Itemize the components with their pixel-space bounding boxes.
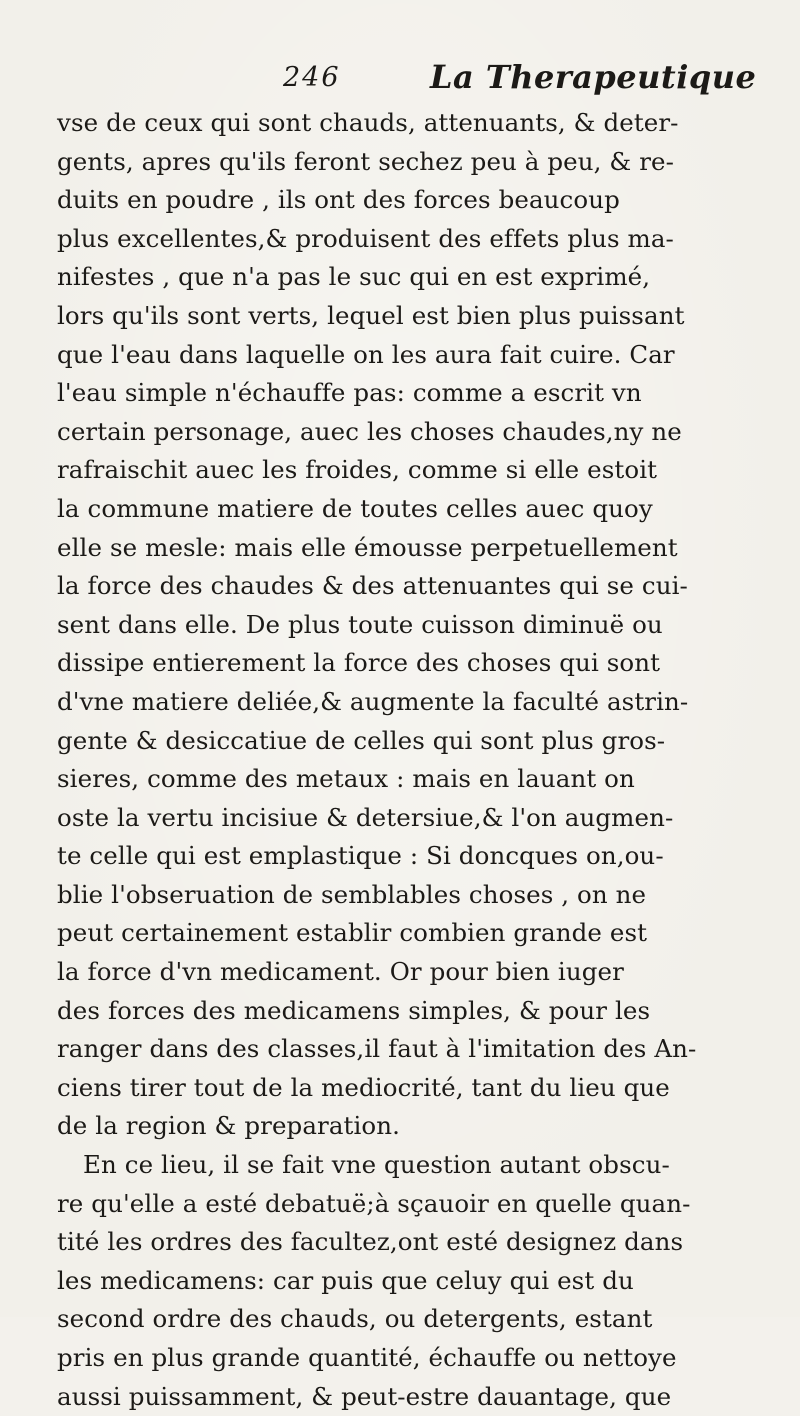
text-line: la force d'vn medicament. Or pour bien iuger <box>57 957 624 987</box>
text-line: lors qu'ils sont verts, lequel est bien plus puissant <box>57 300 685 330</box>
text-line: pris en plus grande quantité, échauffe ou nettoye <box>57 1343 677 1372</box>
text-line: oste la vertu incisiue & detersiue,& l'on augmen- <box>57 802 674 832</box>
text-line: gents, apres qu'ils feront sechez peu à peu, & re- <box>57 146 675 176</box>
text-line: sent dans elle. De plus toute cuisson diminuë ou <box>57 609 663 639</box>
text-line: les medicamens: car puis que celuy qui est du <box>57 1265 634 1295</box>
text-line: de la region & preparation. <box>57 1111 401 1141</box>
text-line: elle se mesle: mais elle émousse perpetuellement <box>57 532 678 562</box>
running-head <box>0 58 800 102</box>
text-line: nifestes , que n'a pas le suc qui en est exprimé, <box>57 262 651 292</box>
text-line: blie l'obseruation de semblables choses , on ne <box>57 879 647 909</box>
paragraph-start-line: En ce lieu, il se fait vne question autant obscu- <box>83 1150 670 1180</box>
text-line: ciens tirer tout de la mediocrité, tant du lieu que <box>57 1072 670 1102</box>
text-line: ranger dans des classes,il faut à l'imitation des An- <box>57 1034 697 1064</box>
text-line: plus excellentes,& produisent des effets plus ma- <box>57 223 674 253</box>
text-line: peut certainement establir combien grande est <box>57 918 648 948</box>
text-line: second ordre des chauds, ou detergents, estant <box>57 1304 653 1334</box>
text-line: d'vne matiere deliée,& augmente la faculté astrin- <box>57 686 689 716</box>
text-line: gente & desiccatiue de celles qui sont plus gros- <box>57 725 666 755</box>
body-text <box>57 104 797 1416</box>
text-line: sieres, comme des metaux : mais en lauant on <box>57 764 635 794</box>
text-line: rafraischit auec les froides, comme si elle estoit <box>57 455 658 485</box>
text-line: certain personage, auec les choses chaudes,ny ne <box>57 416 682 446</box>
text-line: la commune matiere de toutes celles auec quoy <box>57 493 653 523</box>
text-line: vse de ceux qui sont chauds, attenuants, & deter- <box>57 108 679 137</box>
text-line: duits en poudre , ils ont des forces beaucoup <box>57 185 620 215</box>
text-line: l'eau simple n'échauffe pas: comme a escrit vn <box>57 378 642 408</box>
text-line: que l'eau dans laquelle on les aura fait cuire. Car <box>57 339 675 369</box>
page-number: 246 <box>283 62 341 93</box>
text-line: re qu'elle a esté debatuë;à sçauoir en quelle quan- <box>57 1188 691 1218</box>
text-line: te celle qui est emplastique : Si doncques on,ou- <box>57 841 664 871</box>
text-line: dissipe entierement la force des choses qui sont <box>57 648 661 678</box>
text-line: la force des chaudes & des attenuantes qui se cui- <box>57 571 688 601</box>
running-title: La Therapeutique <box>430 58 757 96</box>
text-line: aussi puissamment, & peut-estre dauantage, que <box>57 1381 672 1411</box>
text-line: tité les ordres des facultez,ont esté designez dans <box>57 1227 684 1257</box>
text-line: des forces des medicamens simples, & pour les <box>57 995 651 1025</box>
